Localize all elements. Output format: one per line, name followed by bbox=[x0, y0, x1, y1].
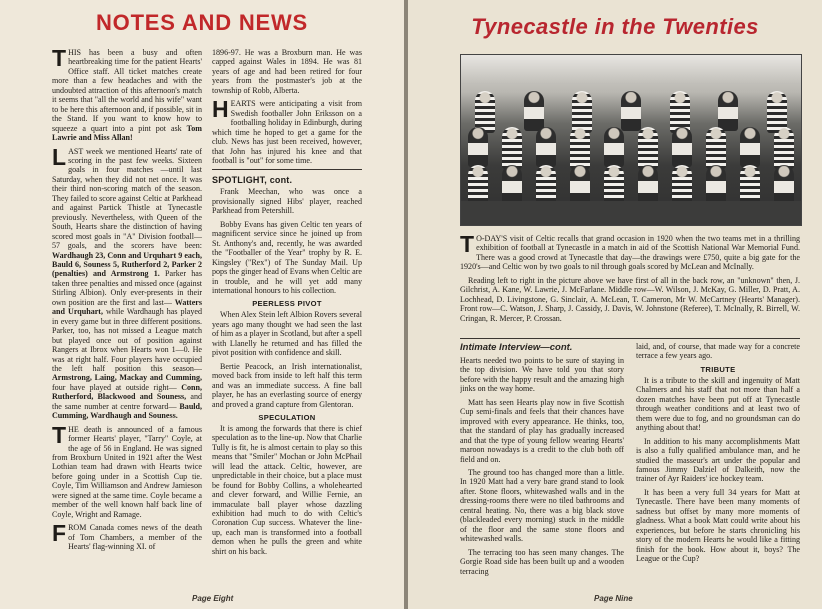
speculation-heading: SPECULATION bbox=[258, 412, 316, 422]
left-column-1 bbox=[52, 48, 202, 588]
left-column-2 bbox=[212, 48, 362, 588]
centre-forward-players: Bauld, Cumming, Wardhaugh and Souness. bbox=[52, 401, 202, 421]
spotlight-heading: SPOTLIGHT, cont. bbox=[212, 175, 293, 186]
peerless-pivot-heading: PEERLESS PIVOT bbox=[252, 299, 322, 309]
speculation-text: It is among the forwards that there is chief speculation as to the line-up. Now that Charlie Tully is fit, he is almost certain to play so this means that "Smiler" Mochan or John McPhail will lead the attack. Celtic, however, are unpredictable in their choice, but a place must be found for Bobby Collins, a wholehearted and clever forward, and Willie Fernie, an immaculate ball player whose dazzling exhibition had much to do with Celtic's Coronation Cup success. Whatever the line-up, each man is transformed into a football demon when he pulls the green and white shirt on his back. bbox=[212, 423, 362, 556]
team-listing: Reading left to right in the picture above we have first of all in the back row, an "unknown" then, J. Gilchrist, A. Kane, W. Lawrie, J. McFarlane. Middle row—W. Wilson, J. McKay, G. Miller, D. Pratt, A. Lochhead, D. Livingstone, G. Sinclair, A. McLean, T. Cameron, Mr W. McCartney (Hearts' Manager). Front row—C. Watson, J. Sharp, J. Cassidy, J. Davis, W. Johnstone (Referee), T. McInally, R. Birrell, W. Cringan, R. Mercer, P. Crossan. bbox=[460, 275, 800, 323]
tribute-p2: In addition to his many accomplishments Matt is also a fully qualified ambulance man, and he studied the masseur's art under the popular and famous Jimmy Dalziel of Dalkeith, now the trainer of Ayr Raiders' ice hockey team. bbox=[636, 436, 800, 484]
article-coyle-death: THE death is announced of a famous former Hearts' player, "Tarry" Coyle, at the age of 56 in England. He was signed from Broxburn United in 1921 after the West Lothian team had drawn with Hearts twice before going under in a Scottish Cup tie. Coyle, Tim Williamson and Andrew Jamieson were signed at the same time. Coyle became a member of the well known half back line of Coyle, Wright and Ramage. bbox=[52, 421, 202, 519]
interview-p3: The ground too has changed more than a little. In 1920 Matt had a very bare grand stand to look after. Stone floors, whitewashed walls and in the dressing-rooms there were no tiled bathrooms and central heating. No, there was a big black stove (blackleaded every morning) stuck in the middle of the floor and the same stone floors and whitewashed walls. bbox=[460, 467, 624, 544]
photo-caption-block bbox=[460, 234, 800, 334]
interview-cont: laid, and, of course, that made way for a concrete terrace a few years ago. bbox=[636, 342, 800, 361]
interview-p1: Hearts needed two points to be sure of staying in the top division. We have told you that story before with the happy result and the amazing high jinks on the way home. bbox=[460, 356, 624, 394]
article-scoring-text-2: Parker has taken three penalties and missed once (against Stirling Albion). Only ever-presents in their own position are the first and last— bbox=[52, 269, 202, 307]
divider bbox=[212, 169, 362, 170]
stand-roof bbox=[461, 55, 801, 83]
article-scoring-text-4: four have played at outside right— bbox=[52, 382, 177, 392]
article-scoring-text-5: and the same number at centre forward— bbox=[52, 392, 202, 411]
left-page bbox=[0, 0, 404, 609]
tribute-heading: TRIBUTE bbox=[700, 364, 736, 374]
match-intro: TO-DAY'S visit of Celtic recalls that grand occasion in 1920 when the two teams met in a thrilling exhibition of football at Tynecastle in a match in aid of the Scottish National War Memorial Fund. There was a good crowd at Tynecastle that day—the drawings were £750, quite a big gate for the 1920's—and Celtic won by two goals to nil through goals scored by McLean and McInally. bbox=[460, 234, 800, 272]
section-rule bbox=[460, 338, 800, 339]
spotlight-evans: Bobby Evans has given Celtic ten years of magnificent service since he joined up from St. Anthony's and, recently, he was awarded the "Footballer of the Year" trophy by R. E. Kingsley ("Rex") of The Sunday Mail. Up pops the ginger head of Evans when Celtic are in trouble, and he will yet add many international honours to his collection. bbox=[212, 219, 362, 295]
page-title-tynecastle: Tynecastle in the Twenties bbox=[471, 14, 759, 39]
interview-p4: The terracing too has seen many changes. The Gorgie Road side has been built up and a wooden terracing bbox=[460, 547, 624, 576]
article-scoring-text-3: while Wardhaugh has played in every game but in three different positions. Parker, too, has not missed a League match but played once out of position against Rangers at Ibrox when Hearts won 1—0. He was at right half. Four players have occupied the left half position this season— bbox=[52, 307, 202, 373]
right-page bbox=[408, 0, 822, 609]
outside-right-players: Conn, Rutherford, Blackwood and Souness, bbox=[52, 382, 202, 402]
page-number-right: Page Nine bbox=[594, 594, 633, 603]
middle-row bbox=[461, 127, 801, 169]
scorers-list: Wardhaugh 23, Conn and Urquhart 9 each, Bauld 6, Souness 5, Rutherford 2, Parker 2 (penalties) and Armstrong 1. bbox=[52, 250, 202, 279]
article-eriksson: HEARTS were anticipating a visit from Swedish footballer John Eriksson on a footballing holiday in Edinburgh, during which time he hoped to get a game for the club. News has just been received, however, that John has injured his knee and that football is "out" for some time. bbox=[212, 96, 362, 165]
pivot-stein: When Alex Stein left Albion Rovers several years ago many thought we had seen the last of him as a player in Scotland, but after a spell with Llanelly he returned and has filled the pivot position with confidence and skill. bbox=[212, 310, 362, 358]
page-title-notes-and-news: NOTES AND NEWS bbox=[95, 10, 309, 35]
article-busy-time-text: THIS has been a busy and often heartbreaking time for the patient Hearts' Office staff. All ticket matches create more than a few headaches and with the undoubted attraction of this afternoon's match it seems that "all the world and his wife" want to be here this afternoon and, if possible, sit in the Stand. If you want to know how to squeeze a quart into a pint pot ask bbox=[52, 48, 202, 133]
article-busy-time bbox=[52, 48, 202, 143]
article-chambers-death: FROM Canada comes news of the death of Tom Chambers, a member of the Hearts' flag-winning XI. of bbox=[52, 520, 202, 552]
interview-column-2 bbox=[636, 342, 800, 582]
article-chambers-cont: 1896-97. He was a Broxburn man. He was capped against Wales in 1894. He was 81 years of age and had been retired for four years from the postmaster's job at the township of Robb, Alberta. bbox=[212, 48, 362, 95]
interview-heading: Intimate Interview—cont. bbox=[460, 342, 573, 353]
article-scoring bbox=[52, 143, 202, 421]
team-photo bbox=[460, 54, 802, 226]
tribute-p3: It has been a very full 34 years for Matt at Tynecastle. There have been many moments of sadness but offset by many more moments of gladness. What a book Matt could write about his experiences, but before he starts chronicling his story of the modern Hearts he would like a fitting finish for the book. How about it, boys? The League or the Cup? bbox=[636, 487, 800, 564]
article-scoring-text: LAST week we mentioned Hearts' rate of scoring in the past few weeks. Sixteen goals in four matches —until last Saturday, when they did not net once. It was their third non-scoring match of the season. They failed to score against Celtic at Parkhead and against Partick Thistle at Tynecastle previously. Nevertheless, with Queen of the South, Hearts share the distinction of having scored most goals in "A" Division football—57 goals, and the scorers have been: bbox=[52, 143, 202, 251]
left-half-players: Armstrong, Laing, Mackay and Cumming, bbox=[52, 373, 202, 383]
pitch bbox=[461, 201, 801, 225]
pivot-peacock: Bertie Peacock, an Irish internationalist, moved back from inside to left half this term and was an immediate success. A fine ball player, he has an everlasting source of energy and proved a grand capture from Glentoran. bbox=[212, 361, 362, 409]
interview-p2: Matt has seen Hearts play now in five Scottish Cup semi-finals and feels that their chances have improved with every appearance. He thinks, too, that the standard of play has gradually increased and that the type of young fellow wearing Hearts' maroon nowadays is a credit to the club both off field and on. bbox=[460, 397, 624, 464]
page-number-left: Page Eight bbox=[192, 594, 234, 603]
interview-column-1 bbox=[460, 342, 624, 582]
spotlight-meechan: Frank Meechan, who was once a provisionally signed Hibs' player, reached Parkhead from Petershill. bbox=[212, 187, 362, 216]
staff-names: Tom Lawrie and Miss Allan! bbox=[52, 123, 202, 143]
tribute-p1: It is a tribute to the skill and ingenuity of Matt Chalmers and his staff that not more than half a dozen matches have been put off at Tynecastle through weather conditions and at least two of them were due to fog, and no groundsman can do anything about that! bbox=[636, 375, 800, 433]
ever-presents: Watters and Urquhart, bbox=[52, 297, 202, 317]
